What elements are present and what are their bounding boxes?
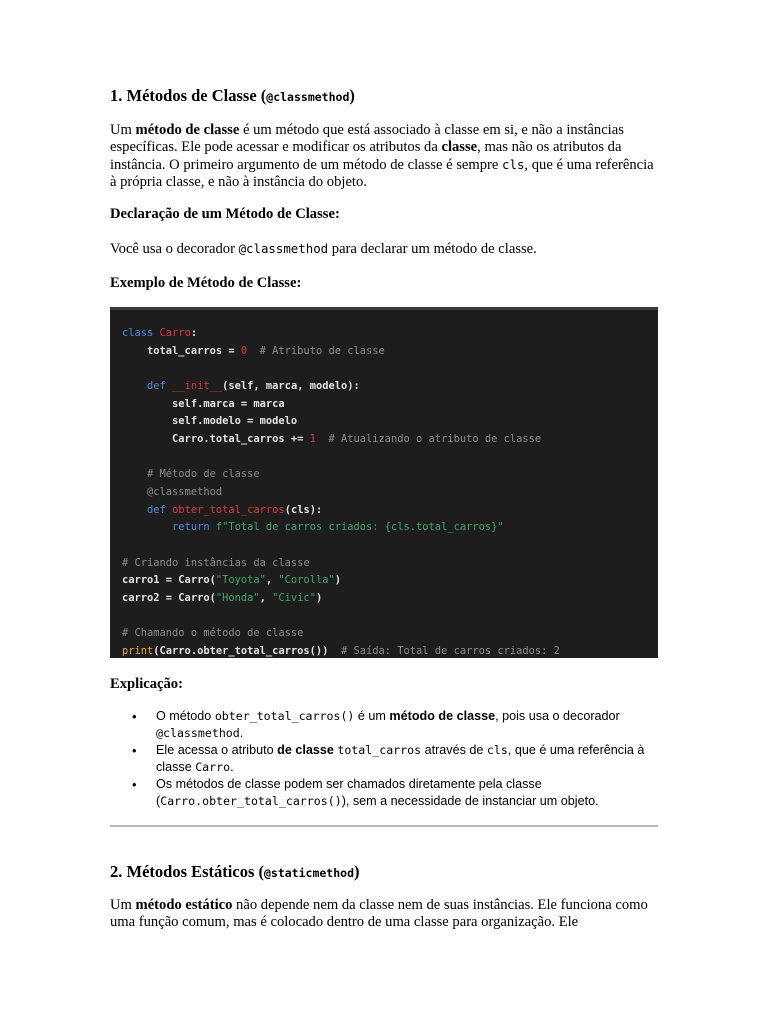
code-token: f"Total de carros criados: {cls.total_carros}" (215, 521, 504, 534)
text: não depende nem da classe nem de suas instâncias. Ele funciona como uma função comum, mas é colocado dentro de uma classe para organização. Ele (110, 897, 648, 930)
text: através de (421, 743, 487, 757)
explanation-list (132, 708, 660, 810)
code-token: carro1 = Carro( (122, 574, 216, 587)
heading-number: 1. (110, 86, 123, 105)
code-token: carro2 = Carro( (122, 591, 216, 604)
heading-text: Métodos Estáticos (126, 862, 255, 881)
bold-term: método estático (135, 897, 233, 913)
code-token: Carro (159, 327, 191, 339)
text: O método (156, 709, 215, 723)
code-token: # Chamando o método de classe (122, 627, 304, 640)
code-token: obter_total_carros (172, 503, 285, 516)
code-token: 0 (240, 344, 248, 357)
declaration-paragraph (110, 240, 658, 258)
code-token: def (147, 379, 166, 392)
code-token: , (265, 574, 279, 587)
text: , mas não os atributos da instância. O primeiro argumento de um método de classe é sempre (110, 139, 622, 173)
code-token: 1 (309, 432, 316, 445)
section-2-intro-paragraph (110, 897, 658, 931)
heading-code: @classmethod (266, 90, 350, 104)
inline-code: obter_total_carros() (214, 709, 355, 723)
code-token: # Saída: Total de carros criados: 2 (328, 644, 560, 657)
inline-code: cls (486, 743, 508, 757)
code-token: return (172, 521, 210, 534)
code-token: ) (315, 591, 323, 604)
code-token: def (147, 503, 166, 516)
code-token: Carro.total_carros += (122, 432, 310, 445)
text: , pois usa o decorador (495, 709, 620, 723)
section-2-heading: 2. Métodos Estáticos (@staticmethod) (110, 862, 360, 881)
code-token: "Toyota" (215, 574, 266, 587)
inline-code: Carro (195, 760, 231, 774)
code-token: # Criando instâncias da classe (122, 556, 310, 569)
declaration-heading: Declaração de um Método de Classe: (110, 206, 340, 222)
code-token: self.modelo = modelo (122, 415, 298, 428)
code-token: ) (334, 574, 341, 587)
text: ), sem a necessidade de instanciar um objeto. (341, 794, 599, 808)
code-token: self.marca = marca (122, 397, 285, 410)
code-token: # Atualizando o atributo de classe (315, 432, 542, 445)
text: . (230, 760, 234, 774)
bold-term: método de classe (389, 709, 496, 723)
text: , que é uma referência à própria classe, e não à instância do objeto. (110, 157, 654, 190)
list-item (132, 742, 660, 776)
text: . (239, 726, 244, 740)
inline-code: total_carros (337, 743, 422, 757)
heading-text: Métodos de Classe (126, 86, 257, 105)
inline-code: @classmethod (238, 241, 329, 256)
code-token: print (122, 644, 154, 657)
bold-term: de classe (277, 743, 334, 757)
code-block-screenshot (110, 307, 658, 658)
code-token: "Civic" (272, 591, 316, 604)
code-token: "Corolla" (278, 574, 335, 587)
code-token: (cls): (284, 503, 323, 516)
text: para declarar um método de classe. (328, 241, 537, 257)
section-1-intro-paragraph (110, 122, 658, 191)
code-token: "Honda" (215, 591, 260, 604)
bold-term: classe (441, 139, 478, 155)
explanation-heading: Explicação: (110, 676, 183, 692)
text: Ele acessa o atributo (156, 743, 278, 757)
list-item (132, 708, 660, 742)
section-1-heading: 1. Métodos de Classe (@classmethod) (110, 86, 355, 105)
heading-number: 2. (110, 862, 123, 881)
code-token: (self, marca, modelo): (222, 379, 360, 392)
text: é um (354, 709, 390, 723)
code-token: total_carros = (122, 344, 241, 357)
inline-code: Carro.obter_total_carros() (160, 794, 342, 808)
code-token: (Carro.obter_total_carros()) (153, 644, 329, 657)
text: Os métodos de classe podem ser chamados diretamente pela classe ( (156, 777, 542, 808)
inline-code: @classmethod (156, 726, 240, 740)
text: , que é uma referência à classe (156, 743, 645, 774)
code-token: , (259, 591, 273, 604)
code-token: : (190, 327, 198, 339)
code-token: class (122, 327, 154, 339)
text: Um (110, 122, 136, 138)
code-listing (122, 325, 560, 660)
text: é um método que está associado à classe em si, e não a instâncias específicas. Ele pode acessar e modificar os atributos da (110, 122, 624, 155)
code-token: # Método de classe (122, 468, 260, 481)
code-token: @classmethod (122, 485, 223, 498)
code-token: # Atributo de classe (247, 344, 385, 357)
code-token: __init__ (172, 379, 223, 392)
text: Um (110, 897, 136, 913)
bold-term: método de classe (135, 122, 240, 138)
text: Você usa o decorador (110, 241, 239, 257)
heading-code: @staticmethod (263, 866, 354, 880)
horizontal-rule (110, 825, 658, 827)
list-item (132, 776, 660, 810)
inline-code: cls (502, 157, 525, 172)
example-heading: Exemplo de Método de Classe: (110, 275, 302, 291)
